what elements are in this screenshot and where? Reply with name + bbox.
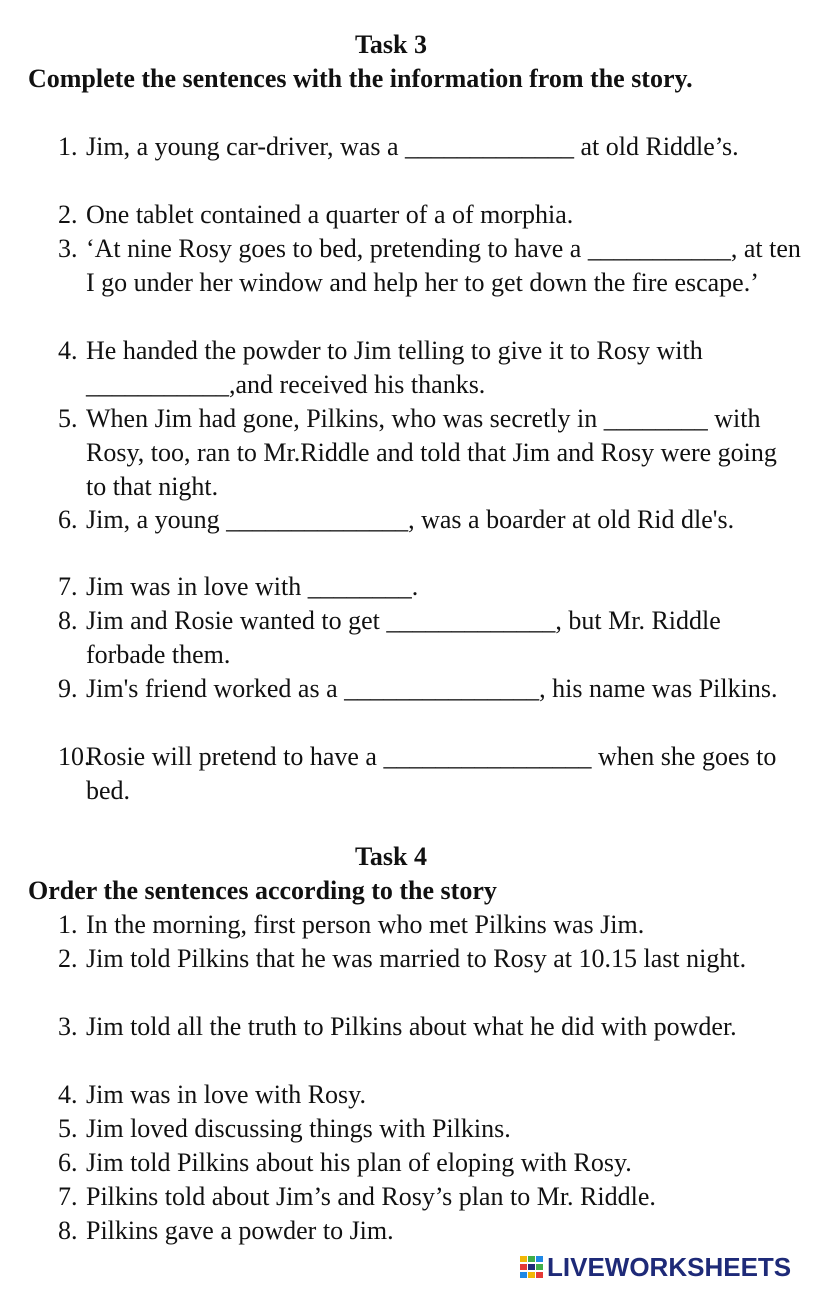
item-text: ‘At nine Rosy goes to bed, pretending to have a ___________, at ten I go under her window and help her to get down the fire escape.’	[86, 234, 801, 297]
task3-item	[58, 604, 803, 672]
item-text: He handed the powder to Jim telling to give it to Rosy with ___________,and received his thanks.	[86, 336, 703, 399]
item-number: 9.	[58, 674, 78, 703]
task4-instruction: Order the sentences according to the story	[28, 876, 497, 905]
item-number: 5.	[58, 1114, 78, 1143]
item-text: Jim was in love with ________.	[86, 572, 419, 601]
task3-item	[58, 130, 803, 164]
liveworksheets-logo	[520, 1252, 791, 1282]
item-number: 5.	[58, 404, 78, 433]
item-text: Jim told all the truth to Pilkins about what he did with powder.	[86, 1012, 737, 1041]
task4-item	[58, 1180, 803, 1214]
item-text: Jim was in love with Rosy.	[86, 1080, 366, 1109]
task3-item	[58, 402, 803, 504]
item-text: One tablet contained a quarter of a of morphia.	[86, 200, 574, 229]
task4-title: Task 4	[354, 842, 428, 871]
item-text: Jim, a young ______________, was a boarder at old Rid dle's.	[86, 505, 735, 534]
item-number: 3.	[58, 234, 78, 263]
item-number: 7.	[58, 572, 78, 601]
task4-item	[58, 1010, 803, 1044]
item-text: Pilkins gave a powder to Jim.	[86, 1216, 394, 1245]
item-text: In the morning, first person who met Pilkins was Jim.	[86, 910, 645, 939]
item-number: 4.	[58, 336, 78, 365]
item-number: 10.	[58, 742, 91, 771]
item-number: 4.	[58, 1080, 78, 1109]
item-number: 3.	[58, 1012, 78, 1041]
task3-title: Task 3	[354, 30, 428, 59]
item-text: Jim, a young car-driver, was a _____________ at old Riddle’s.	[86, 132, 739, 161]
item-text: Jim's friend worked as a _______________, his name was Pilkins.	[86, 674, 778, 703]
task4-item	[58, 908, 803, 942]
task4-item	[58, 1214, 803, 1248]
task3-item	[58, 672, 803, 706]
item-number: 6.	[58, 1148, 78, 1177]
item-text: Jim told Pilkins about his plan of eloping with Rosy.	[86, 1148, 632, 1177]
item-number: 1.	[58, 910, 78, 939]
item-number: 2.	[58, 944, 78, 973]
task3-item	[58, 503, 803, 537]
task3-item	[58, 198, 803, 232]
task3-instruction: Complete the sentences with the information from the story.	[28, 64, 693, 93]
item-number: 1.	[58, 132, 78, 161]
task4-item	[58, 1078, 803, 1112]
item-text: Jim told Pilkins that he was married to Rosy at 10.15 last night.	[86, 944, 747, 973]
task4-item	[58, 1112, 803, 1146]
task4-item	[58, 942, 803, 976]
task3-item	[58, 232, 803, 300]
task3-item	[58, 570, 803, 604]
item-number: 7.	[58, 1182, 78, 1211]
item-number: 6.	[58, 505, 78, 534]
item-text: Jim loved discussing things with Pilkins.	[86, 1114, 511, 1143]
logo-text: LIVEWORKSHEETS	[547, 1251, 792, 1282]
liveworksheets-mark-icon	[520, 1256, 544, 1278]
task4-item	[58, 1146, 803, 1180]
item-text: Rosie will pretend to have a ________________ when she goes to bed.	[86, 742, 777, 805]
task3-item	[58, 740, 803, 808]
item-number: 8.	[58, 1216, 78, 1245]
item-number: 8.	[58, 606, 78, 635]
item-text: Jim and Rosie wanted to get _____________, but Mr. Riddle forbade them.	[86, 606, 721, 669]
item-text: When Jim had gone, Pilkins, who was secretly in ________ with Rosy, too, ran to Mr.Riddle and told that Jim and Rosy were going to that night.	[86, 404, 777, 501]
item-text: Pilkins told about Jim’s and Rosy’s plan to Mr. Riddle.	[86, 1182, 656, 1211]
item-number: 2.	[58, 200, 78, 229]
task3-item	[58, 334, 803, 402]
